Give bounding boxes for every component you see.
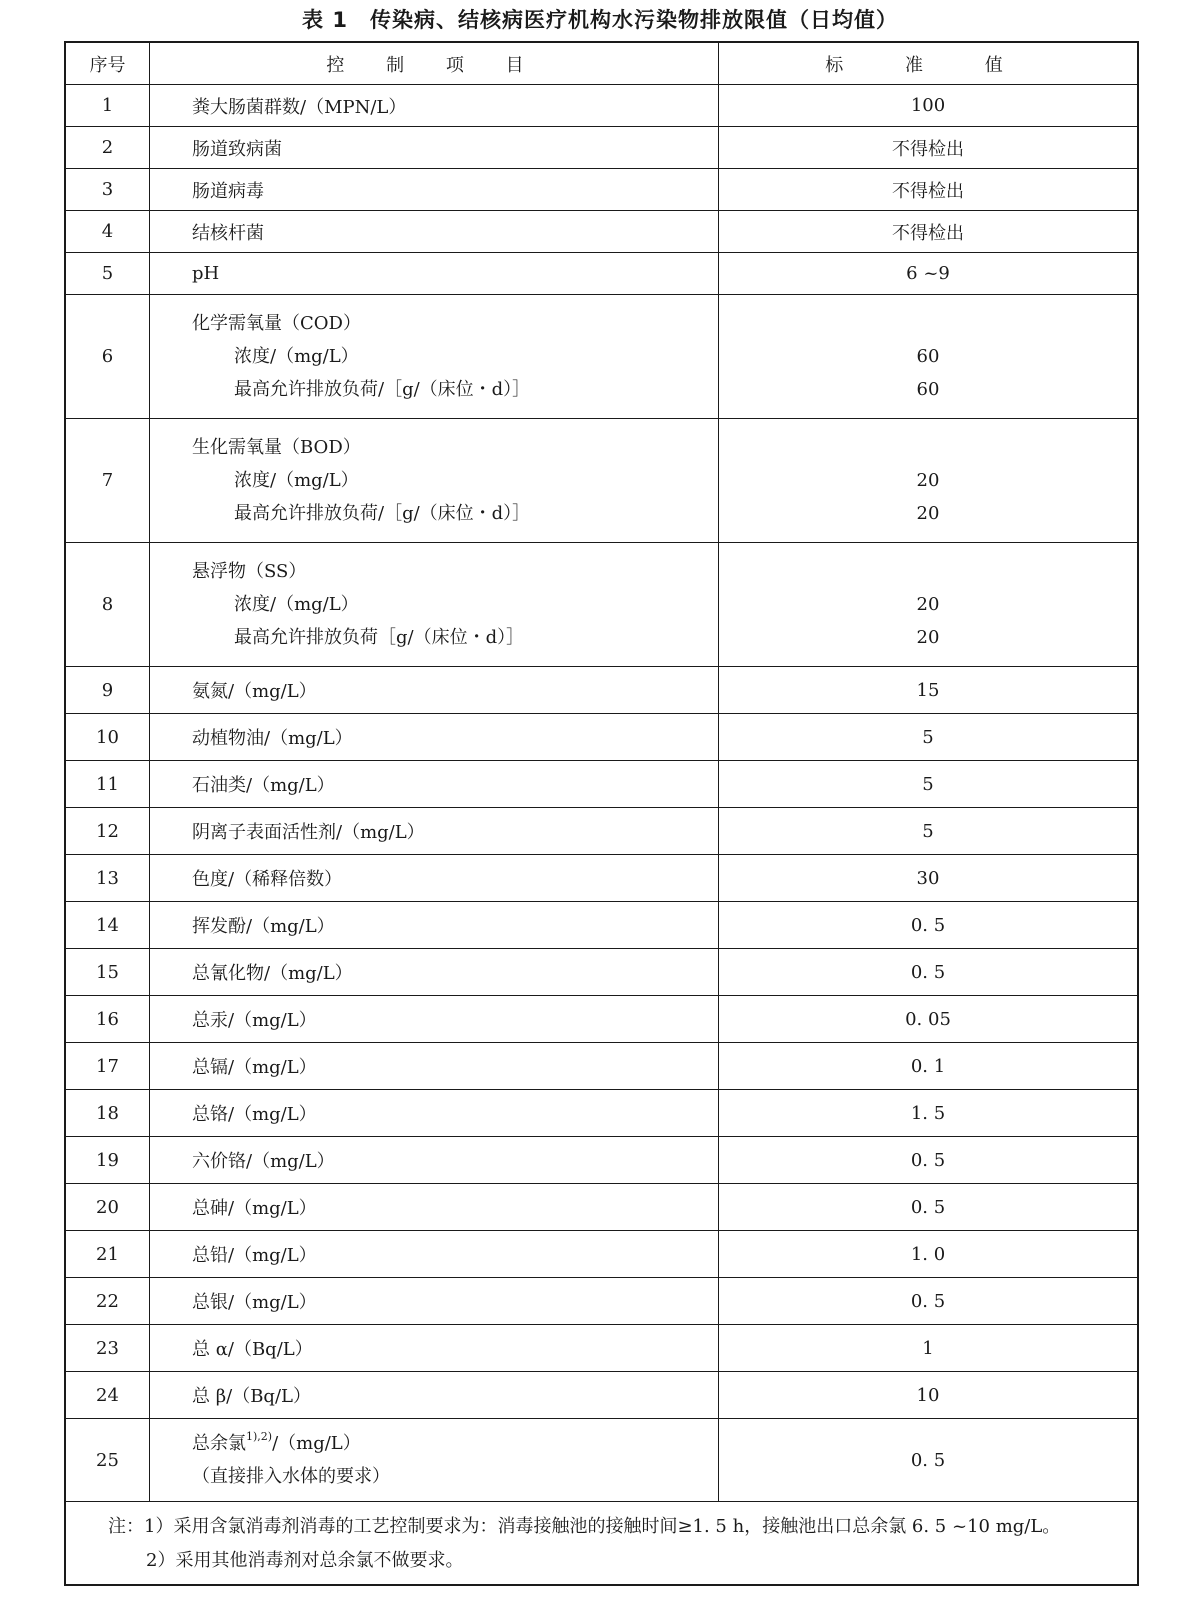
row-no: 2 [65,127,150,169]
notes-row [65,1502,1138,1586]
row-value: 0. 5 [719,1137,1139,1184]
row-item: pH [150,253,719,295]
row-no: 19 [65,1137,150,1184]
row-item: 总氰化物/（mg/L） [150,949,719,996]
row-item: 肠道病毒 [150,169,719,211]
row-item-sub: （直接排入水体的要求） [192,1466,390,1487]
row-no: 13 [65,855,150,902]
row-value: 0. 5 [719,1184,1139,1231]
row-value [719,419,1139,543]
row-no: 11 [65,761,150,808]
row-no: 5 [65,253,150,295]
row-item-sub: 最高允许排放负荷/［g/（床位・d）］ [234,503,531,524]
row-item: 总镉/（mg/L） [150,1043,719,1090]
row-no: 24 [65,1372,150,1419]
table-row [65,295,1138,419]
table-row [65,1325,1138,1372]
table-row [65,902,1138,949]
notes-cell [65,1502,1138,1586]
row-item-main: 化学需氧量（COD） [192,313,361,334]
header-item: 控 制 项 目 [150,42,719,85]
row-no: 16 [65,996,150,1043]
table-row [65,761,1138,808]
row-value-sub: 20 [916,627,940,648]
row-no: 25 [65,1419,150,1502]
row-item: 粪大肠菌群数/（MPN/L） [150,85,719,127]
table-row [65,419,1138,543]
row-value: 6 ~9 [719,253,1139,295]
table-row [65,1231,1138,1278]
row-item: 总汞/（mg/L） [150,996,719,1043]
row-no: 8 [65,543,150,667]
row-value: 不得检出 [719,211,1139,253]
row-item: 阴离子表面活性剂/（mg/L） [150,808,719,855]
table-row [65,543,1138,667]
table-row [65,949,1138,996]
note-1: 注：1）采用含氯消毒剂消毒的工艺控制要求为：消毒接触池的接触时间≥1. 5 h，接触池出口总余氯 6. 5 ~10 mg/L。 [108,1516,1061,1537]
row-no: 4 [65,211,150,253]
row-no: 23 [65,1325,150,1372]
row-no: 18 [65,1090,150,1137]
table-row [65,127,1138,169]
row-item [150,543,719,667]
row-item: 肠道致病菌 [150,127,719,169]
row-item: 氨氮/（mg/L） [150,667,719,714]
row-no: 20 [65,1184,150,1231]
row-item: 总铅/（mg/L） [150,1231,719,1278]
footnote-marker: 1),2) [246,1430,273,1443]
header-row [65,42,1138,85]
note-2: 2）采用其他消毒剂对总余氯不做要求。 [146,1550,464,1571]
row-value: 不得检出 [719,127,1139,169]
row-value: 1 [719,1325,1139,1372]
table-row [65,1184,1138,1231]
row-value: 5 [719,761,1139,808]
row-item: 总 β/（Bq/L） [150,1372,719,1419]
row-item-sub: 浓度/（mg/L） [234,470,359,491]
table-row [65,667,1138,714]
row-no: 17 [65,1043,150,1090]
row-no: 7 [65,419,150,543]
row-no: 12 [65,808,150,855]
row-no: 1 [65,85,150,127]
row-item-unit: /（mg/L） [272,1433,361,1454]
row-item-sub: 浓度/（mg/L） [234,346,359,367]
row-value: 不得检出 [719,169,1139,211]
table-row [65,855,1138,902]
row-item: 动植物油/（mg/L） [150,714,719,761]
emission-limits-table [64,41,1139,1586]
row-item-main [192,1427,718,1460]
row-no: 10 [65,714,150,761]
row-value: 10 [719,1372,1139,1419]
row-item: 总银/（mg/L） [150,1278,719,1325]
row-item-main: 悬浮物（SS） [192,561,307,582]
row-no: 22 [65,1278,150,1325]
row-item: 总砷/（mg/L） [150,1184,719,1231]
row-value: 0. 5 [719,1419,1139,1502]
row-value: 15 [719,667,1139,714]
row-value: 1. 0 [719,1231,1139,1278]
row-value [719,295,1139,419]
row-item-main: 生化需氧量（BOD） [192,437,361,458]
table-row [65,714,1138,761]
row-no: 21 [65,1231,150,1278]
table-row [65,211,1138,253]
row-item: 结核杆菌 [150,211,719,253]
row-item-sub: 最高允许排放负荷［g/（床位・d）］ [234,627,525,648]
table-row [65,1278,1138,1325]
row-value: 5 [719,808,1139,855]
row-no: 15 [65,949,150,996]
row-value: 0. 5 [719,902,1139,949]
row-item-text: 总余氯 [192,1433,246,1454]
table-row [65,253,1138,295]
row-item: 色度/（稀释倍数） [150,855,719,902]
row-value: 0. 1 [719,1043,1139,1090]
table-row [65,808,1138,855]
row-no: 9 [65,667,150,714]
table-title: 表 1 传染病、结核病医疗机构水污染物排放限值（日均值） [302,8,898,32]
row-item-sub: 浓度/（mg/L） [234,594,359,615]
row-item [150,419,719,543]
row-value: 100 [719,85,1139,127]
table-row [65,1372,1138,1419]
row-item: 六价铬/（mg/L） [150,1137,719,1184]
row-no: 14 [65,902,150,949]
row-value-sub: 60 [916,379,940,400]
row-value: 0. 5 [719,949,1139,996]
row-value: 5 [719,714,1139,761]
row-item [150,1419,719,1502]
table-row [65,1043,1138,1090]
row-value: 1. 5 [719,1090,1139,1137]
row-value [719,543,1139,667]
row-value-sub: 60 [916,346,940,367]
row-no: 6 [65,295,150,419]
row-value: 0. 5 [719,1278,1139,1325]
row-item: 总 α/（Bq/L） [150,1325,719,1372]
table-row [65,85,1138,127]
row-value: 30 [719,855,1139,902]
row-value-sub: 20 [916,470,940,491]
row-item: 总铬/（mg/L） [150,1090,719,1137]
header-no: 序号 [65,42,150,85]
row-item: 石油类/（mg/L） [150,761,719,808]
row-value-sub: 20 [916,503,940,524]
row-item: 挥发酚/（mg/L） [150,902,719,949]
table-row [65,1137,1138,1184]
header-value: 标 准 值 [719,42,1139,85]
table-row [65,169,1138,211]
row-item [150,295,719,419]
row-item-sub: 最高允许排放负荷/［g/（床位・d）］ [234,379,531,400]
row-no: 3 [65,169,150,211]
row-value: 0. 05 [719,996,1139,1043]
table-row [65,1419,1138,1502]
row-value-sub: 20 [916,594,940,615]
table-row [65,996,1138,1043]
table-row [65,1090,1138,1137]
